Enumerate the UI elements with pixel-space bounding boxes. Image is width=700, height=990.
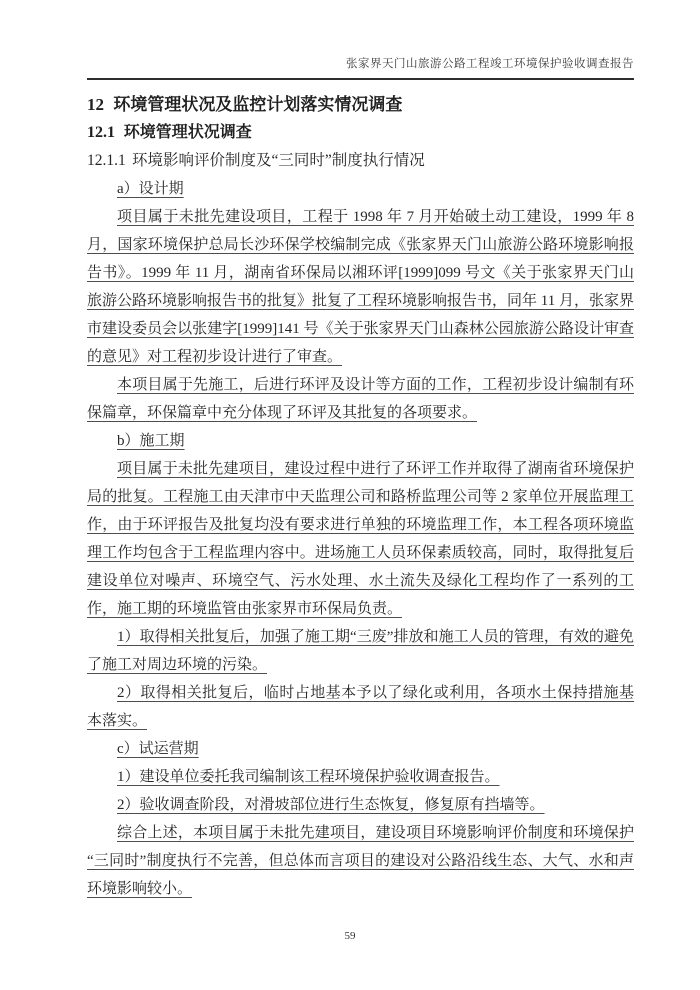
- section-title: 环境影响评价制度及“三同时”制度执行情况: [131, 152, 425, 169]
- section-heading-12-1-1: [87, 147, 634, 175]
- paragraph-design-1: 项目属于未批先建设项目，工程于 1998 年 7 月开始破土动工建设，1999 年 8 月，国家环境保护总局长沙环保学校编制完成《张家界天门山旅游公路环境影响报告书》。1999 年 11 月，湖南省环保局以湘环评[1999]099 号文《关于张家界天门山旅游公路环境影响报告书的批复》批复了工程环境影响报告书，同年 11 月，张家界市建设委员会以张建字[1999]141 号《关于张家界天门山森林公园旅游公路设计审查的意见》对工程初步设计进行了审查。: [87, 209, 634, 365]
- section-number: 12: [87, 95, 104, 114]
- phase-label-construction: b）施工期: [117, 433, 185, 449]
- section-number: 12.1: [87, 124, 115, 141]
- section-title: 环境管理状况及监控计划落实情况调查: [113, 95, 403, 114]
- paragraph-design-2: 本项目属于先施工，后进行环评及设计等方面的工作，工程初步设计编制有环保篇章，环保篇章中充分体现了环评及其批复的各项要求。: [87, 377, 634, 421]
- section-number: 12.1.1: [87, 152, 126, 169]
- section-heading-12-1: [87, 119, 634, 147]
- paragraph-construction-1: 项目属于未批先建项目，建设过程中进行了环评工作并取得了湖南省环境保护局的批复。工程施工由天津市中天监理公司和路桥监理公司等 2 家单位开展监理工作，由于环评报告及批复均没有要求进行单独的环境监理工作，本工程各项环境监理工作均包含于工程监理内容中。进场施工人员环保素质较高，同时，取得批复后建设单位对噪声、环境空气、污水处理、水土流失及绿化工程均作了一系列的工作，施工期的环境监管由张家界市环保局负责。: [87, 461, 634, 617]
- phase-label-trial-operation: c）试运营期: [117, 741, 199, 757]
- paragraph-conclusion: 综合上述，本项目属于未批先建项目，建设项目环境影响评价制度和环境保护“三同时”制度执行不完善，但总体而言项目的建设对公路沿线生态、大气、水和声环境影响较小。: [87, 825, 634, 897]
- paragraph-construction-item-2: 2）取得相关批复后，临时占地基本予以了绿化或利用，各项水土保持措施基本落实。: [87, 685, 634, 729]
- page-number: 59: [344, 930, 356, 942]
- paragraph-trial-item-1: 1）建设单位委托我司编制该工程环境保护验收调查报告。: [117, 769, 500, 785]
- section-title: 环境管理状况调查: [123, 124, 252, 141]
- paragraph-trial-item-2: 2）验收调查阶段，对滑坡部位进行生态恢复，修复原有挡墙等。: [117, 797, 545, 813]
- page-content: [87, 91, 634, 903]
- phase-label-design: a）设计期: [117, 181, 184, 197]
- paragraph-construction-item-1: 1）取得相关批复后，加强了施工期“三废”排放和施工人员的管理，有效的避免了施工对周边环境的污染。: [87, 629, 634, 673]
- section-heading-12: [87, 91, 634, 119]
- running-header-title: 张家界天门山旅游公路工程竣工环境保护验收调查报告: [87, 57, 634, 80]
